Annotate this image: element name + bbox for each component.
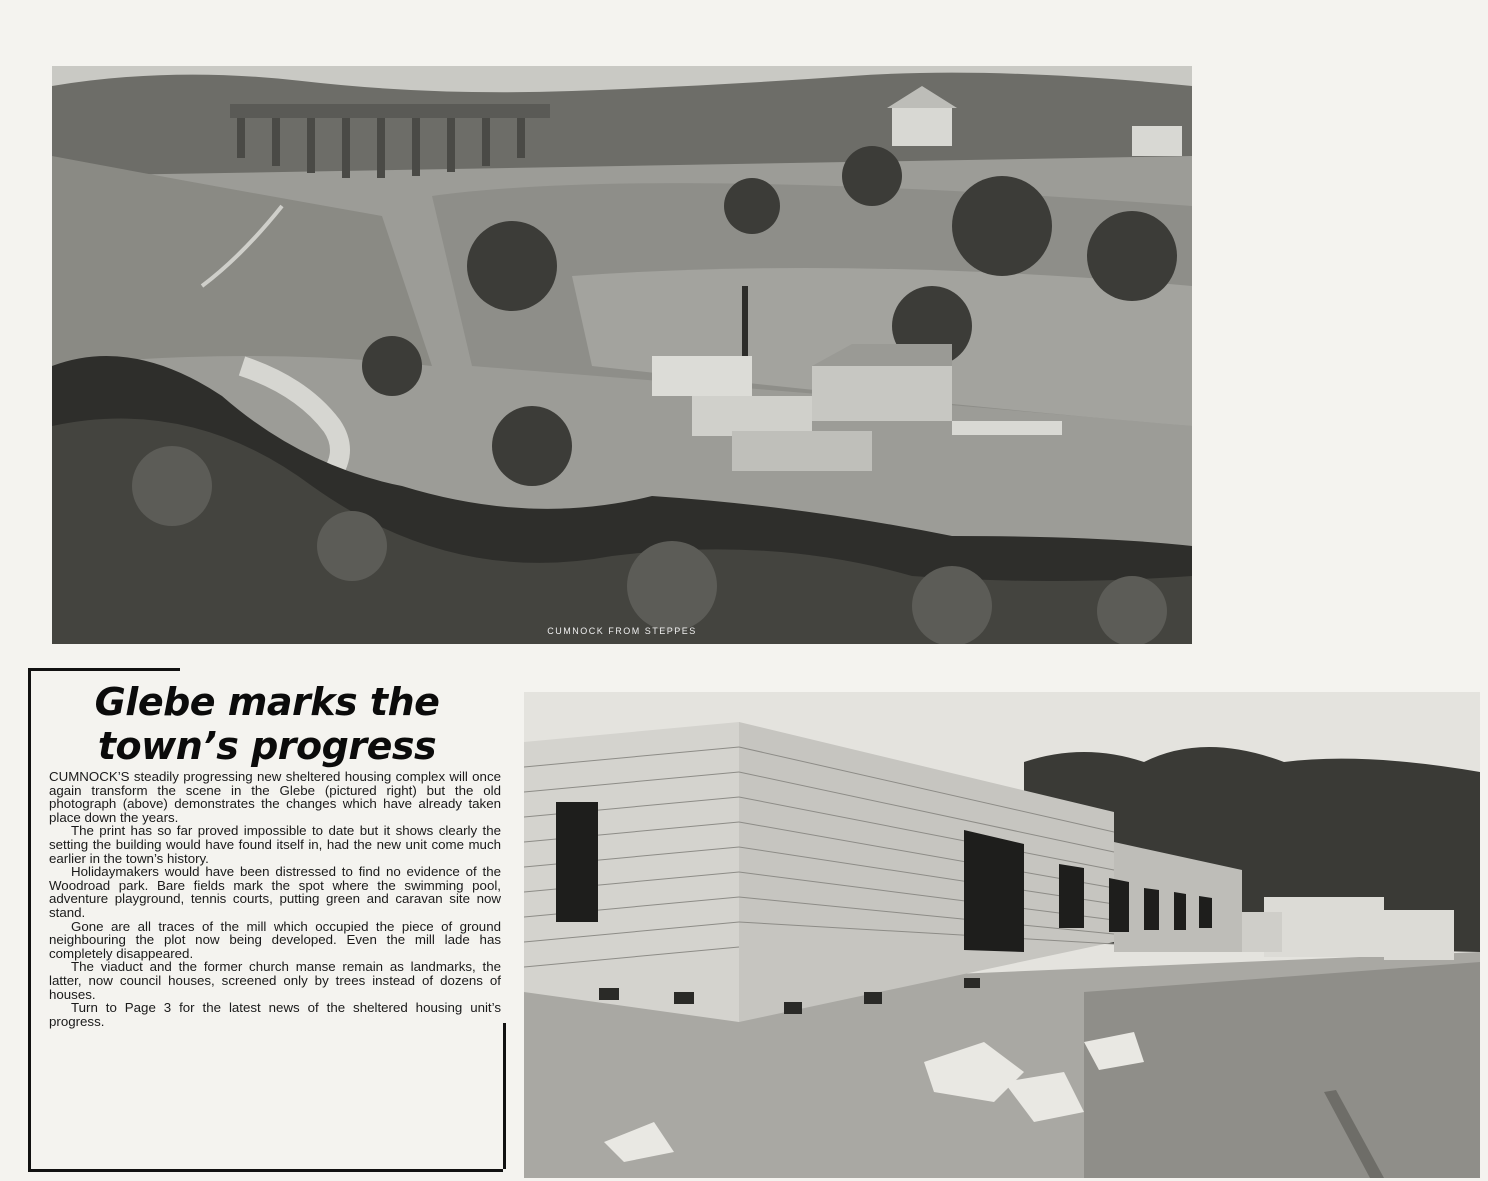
paragraph: Turn to Page 3 for the latest news of the sheltered housing unit’s progress. [49, 1000, 501, 1029]
paragraph: CUMNOCK’S steadily progressing new sheltered housing complex will once again transform the scene in the Glebe (pictured right) but the old photograph (above) demonstrates the changes which have already taken place down the years. [49, 769, 501, 825]
headline [31, 680, 503, 768]
construction-site-image [524, 692, 1480, 1178]
construction-photograph [524, 692, 1480, 1178]
right-rule [503, 1023, 506, 1169]
paragraph: The print has so far proved impossible to date but it shows clearly the setting the building would have found itself in, had the new unit come much earlier in the town’s history. [49, 823, 501, 866]
paragraph: Holidaymakers would have been distressed to find no evidence of the Woodroad park. Bare fields mark the spot where the swimming pool, adventure playground, tennis courts, putting green and caravan site now stand. [49, 864, 501, 920]
headline-line-1: Glebe marks the [94, 680, 440, 724]
top-rule [28, 668, 180, 671]
photo-caption: CUMNOCK FROM STEPPES [547, 626, 697, 636]
article-box [28, 668, 503, 1172]
paragraph: The viaduct and the former church manse remain as landmarks, the latter, now council houses, screened only by trees instead of dozens of houses. [49, 959, 501, 1002]
headline-line-2: town’s progress [97, 724, 437, 768]
historic-photograph [52, 66, 1192, 644]
article-body [49, 770, 501, 1028]
historic-landscape-image [52, 66, 1192, 644]
paragraph: Gone are all traces of the mill which occupied the piece of ground neighbouring the plot now being developed. Even the mill lade has completely disappeared. [49, 918, 501, 961]
